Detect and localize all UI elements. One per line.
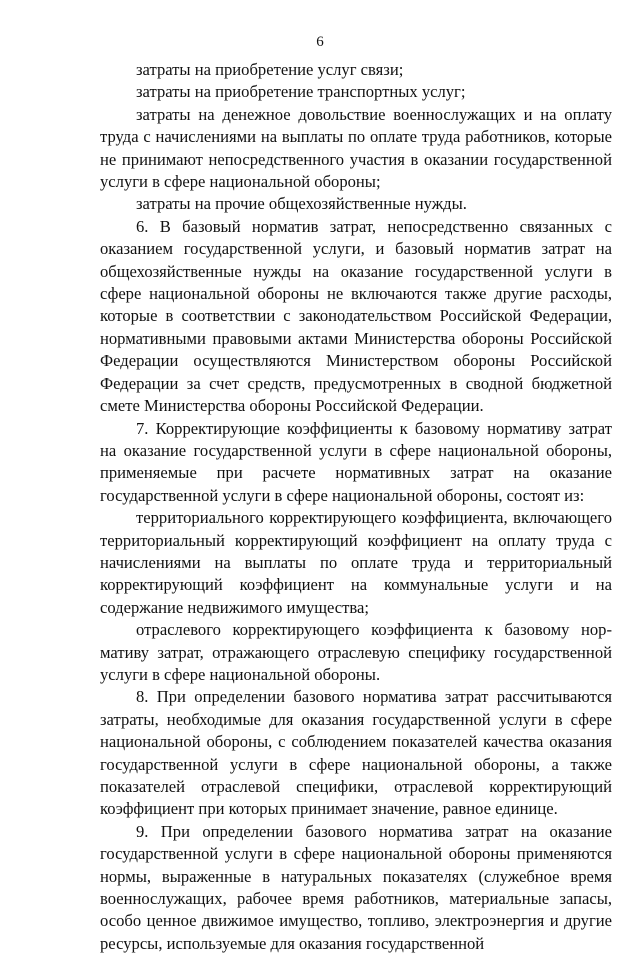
paragraph-item-7: 7. Корректирующие коэффициенты к базовому нормативу затрат на оказание государственной услуги в сфере национальной обороны, применяемые при расчете нормативных затрат на оказание государственной услуги в сфере национальной обороны, состоят из: — [100, 418, 612, 505]
paragraph-territorial-coefficient: территориального корректирующего коэффициента, включающего территориальный корректирующий коэффициент на оплату труда с начислениями на выплаты по оплате труда и территориальный корректирующий коэффициент на коммунальные услуги и на содержание недвижимого имущества; — [100, 508, 612, 617]
paragraph-item-6: 6. В базовый норматив затрат, непосредственно связанных с оказанием государственной услуги, и базовый норматив затрат на общехозяйственные нужды на оказание государственной услуги в сфере национальной обороны не включаются также другие расходы, которые в соответствии с законодательством Российской Федерации, нормативными правовыми актами Министерства обороны Российской Федерации осуществляются Министерством обороны Российской Федерации за счет средств, предусмотренных в сводной бюджетной смете Министерства обороны Российской Федерации. — [100, 216, 612, 416]
paragraph-salary-costs: затраты на денежное довольствие военнослужащих и на оплату труда с начислениями на выплаты по оплате труда работников, которые не принимают непосредственного участия в оказании государственной услуги в сфере национальной обороны; — [100, 104, 612, 192]
paragraph-item-9: 9. При определении базового норматива затрат на оказание государственной услуги в сфере национальной обороны применяются нормы, выраженные в натуральных показателях (служебное время военнослужащих, рабочее время работников, материальные запасы, особо ценное движимое имущество, топливо, электроэнергия и другие ресурсы, используемые для оказания государственной — [100, 821, 612, 953]
paragraph-industry-coefficient: отраслевого корректирующего коэффициента к базовому нормативу затрат, отражающего отраслевую специфику государственной услуги в сфере национальной обороны. — [100, 620, 612, 684]
paragraph-other-costs: затраты на прочие общехозяйственные нужды. — [136, 194, 467, 214]
document-body — [100, 59, 612, 955]
paragraph-item-8: 8. При определении базового норматива затрат рассчитываются затраты, необходимые для оказания государственной услуги в сфере национальной обороны, с соблюдением показателей качества оказания государственной услуги в сфере национальной обороны, а также показателей отраслевой специфики, отраслевой корректирующий коэффициент при которых принимает значение, равное единице. — [100, 687, 612, 819]
paragraph-transport-costs: затраты на приобретение транспортных услуг; — [136, 82, 466, 102]
paragraph-communication-costs: затраты на приобретение услуг связи; — [136, 60, 404, 79]
page-number: 6 — [316, 34, 324, 50]
